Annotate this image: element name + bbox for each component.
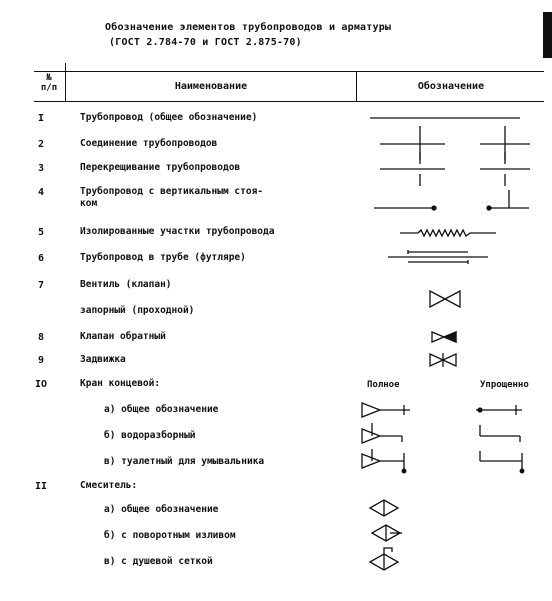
row-name: Клапан обратный: [80, 331, 166, 342]
row-name: Кран концевой:: [80, 378, 161, 389]
row-number: 2: [37, 139, 45, 150]
header-number: № п/п: [40, 73, 58, 93]
row-name: Вентиль (клапан): [80, 279, 172, 290]
header-bottom-rule: [34, 101, 544, 102]
row-number: 9: [37, 355, 45, 366]
check-valve-symbol: [432, 330, 462, 344]
document-title: [105, 20, 525, 50]
row-number: 5: [37, 227, 45, 238]
header-symbol: Обозначение: [417, 81, 485, 92]
row-number: I: [37, 113, 45, 124]
table-row: [0, 279, 552, 297]
row-name: в) туалетный для умывальника: [104, 456, 265, 467]
pipe-in-casing-symbol: [388, 246, 498, 268]
row-name: б) с поворотным изливом: [104, 530, 236, 541]
row-name: а) общее обозначение: [104, 404, 219, 415]
row-name: запорный (проходной): [80, 305, 195, 316]
table-row: [0, 530, 552, 548]
gate-valve-symbol: [430, 352, 460, 368]
row-name: Соединение трубопроводов: [80, 138, 218, 149]
table-row: [0, 404, 552, 422]
shutoff-valve-symbol: [430, 290, 464, 308]
mixer-swivel-spout-symbol: [370, 523, 404, 543]
row-name: б) водоразборный: [104, 430, 196, 441]
column-label-simplified: Упрощенно: [480, 380, 529, 390]
header-divider-2: [356, 71, 357, 101]
table-row: [0, 480, 552, 498]
title-line-1: Обозначение элементов трубопроводов и арматуры: [105, 22, 392, 33]
row-name: а) общее обозначение: [104, 504, 219, 515]
table-row: [0, 331, 552, 349]
row-number: II: [34, 481, 48, 492]
row-name: Смеситель:: [80, 480, 138, 491]
table-row: [0, 504, 552, 522]
row-name: Трубопровод с вертикальным стоя- ком: [80, 186, 264, 209]
row-number: 3: [37, 163, 45, 174]
end-tap-simplified-symbol: [476, 402, 536, 418]
mixer-shower-head-symbol: [368, 546, 402, 574]
header-name: Наименование: [174, 81, 248, 92]
table-row: [0, 305, 552, 323]
table-row: [0, 354, 552, 372]
title-line-2: (ГОСТ 2.784-70 и ГОСТ 2.875-70): [109, 37, 302, 48]
header-top-rule: [34, 71, 544, 72]
washbasin-tap-full-symbol: [362, 449, 422, 473]
row-number: 7: [37, 280, 45, 291]
row-name: в) с душевой сеткой: [104, 556, 213, 567]
table-row: [0, 456, 552, 474]
row-name: Трубопровод (общее обозначение): [80, 112, 258, 123]
pipeline-symbol: [370, 110, 530, 126]
pipe-crossing-symbol: [380, 152, 540, 186]
column-label-full: Полное: [367, 380, 400, 390]
water-tap-simplified-symbol: [480, 423, 540, 445]
row-name: Трубопровод в трубе (футляре): [80, 252, 246, 263]
row-number: 4: [37, 187, 45, 198]
table-row: [0, 556, 552, 574]
row-number: IO: [34, 379, 48, 390]
row-name: Изолированные участки трубопровода: [80, 226, 275, 237]
row-name: Перекрещивание трубопроводов: [80, 162, 241, 173]
vertical-riser-symbol: [374, 186, 534, 216]
table-row: [0, 430, 552, 448]
end-tap-full-symbol: [362, 402, 422, 418]
water-tap-full-symbol: [362, 423, 422, 445]
row-number: 6: [37, 253, 45, 264]
insulated-section-symbol: [400, 226, 510, 240]
row-name: Задвижка: [80, 354, 126, 365]
mixer-general-symbol: [368, 498, 402, 518]
row-number: 8: [37, 332, 45, 343]
washbasin-tap-simplified-symbol: [480, 449, 540, 473]
table-row: [0, 378, 552, 396]
scan-edge-bar: [543, 12, 552, 58]
